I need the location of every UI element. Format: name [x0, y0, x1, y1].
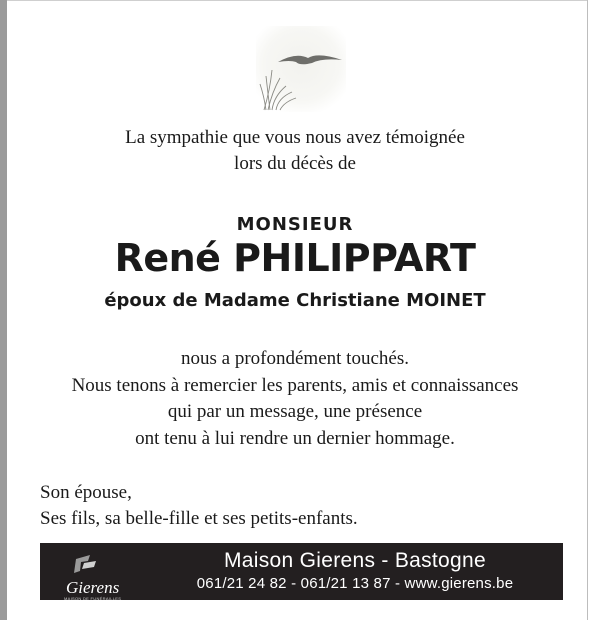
bird-over-reeds-icon: [256, 26, 346, 112]
logo-mark-icon: [50, 549, 130, 579]
message-line-1: nous a profondément touchés.: [181, 348, 409, 369]
intro-line-2: lors du décès de: [234, 153, 356, 174]
message-line-2: Nous tenons à remercier les parents, amis et connaissances: [71, 374, 519, 396]
signature-line-2: Ses fils, sa belle-fille et ses petits-enfants.: [40, 508, 358, 529]
honorific: MONSIEUR: [236, 214, 354, 235]
signature-line-1: Son épouse,: [40, 482, 132, 503]
family-signature: [40, 480, 358, 532]
funeral-home-name: Maison Gierens - Bastogne: [224, 549, 486, 572]
logo-subtext: MAISON DE FUNÉRAILLES: [64, 596, 122, 601]
contact-info: 061/21 24 82 - 061/21 13 87 - www.gierens.be: [196, 575, 514, 592]
message-line-3: qui par un message, une présence: [167, 401, 423, 422]
gierens-logo: [50, 549, 130, 601]
logo-wordmark: Gierens: [66, 578, 120, 597]
funeral-home-banner: [40, 543, 563, 600]
message-line-4: ont tenu à lui rendre un dernier hommage.: [135, 427, 455, 449]
intro-line-1: La sympathie que vous nous avez témoignée: [125, 127, 465, 148]
top-border: [7, 0, 588, 1]
deceased-name: René PHILIPPART: [114, 236, 476, 280]
spouse-line: époux de Madame Christiane MOINET: [104, 290, 486, 311]
thank-you-message: [0, 346, 590, 452]
